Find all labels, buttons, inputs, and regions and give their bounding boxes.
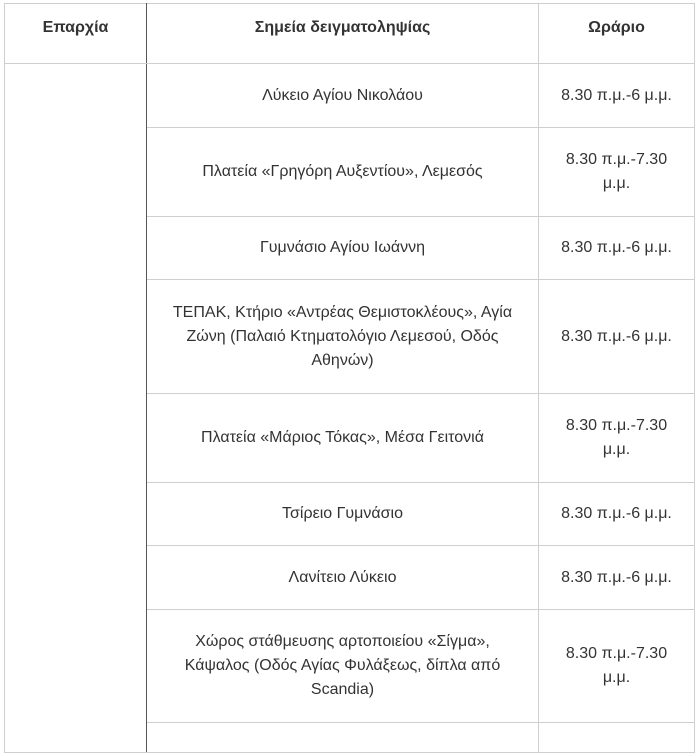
table-row — [5, 64, 695, 128]
sampling-points-table — [4, 3, 695, 753]
location-cell: Λανίτειο Λύκειο — [147, 546, 539, 610]
hours-cell: 8.30 π.μ.-7.30 μ.μ. — [539, 394, 695, 483]
location-cell: ΤΕΠΑΚ, Κτήριο «Αντρέας Θεμιστοκλέους», Αγία Ζώνη (Παλαιό Κτηματολόγιο Λεμεσού, Οδός Αθηνών) — [147, 280, 539, 394]
hours-cell: 8.30 π.μ.-6 μ.μ. — [539, 483, 695, 546]
location-cell: Τσίρειο Γυμνάσιο — [147, 483, 539, 546]
location-cell: Πλατεία «Μάριος Τόκας», Μέσα Γειτονιά — [147, 394, 539, 483]
header-hours: Ωράριο — [539, 4, 695, 64]
location-cell: Γυμνάσιο Αγίου Ιωάννη — [147, 217, 539, 280]
hours-cell: 8.30 π.μ.-6 μ.μ. — [539, 546, 695, 610]
location-cell: Λύκειο Αγίου Νικολάου — [147, 64, 539, 128]
region-cell — [5, 64, 147, 753]
hours-cell: 8.30 π.μ.-7.30 μ.μ. — [539, 610, 695, 723]
location-cell: Χώρος στάθμευσης αρτοποιείου «Σίγμα», Κάψαλος (Οδός Αγίας Φυλάξεως, δίπλα από Scandia) — [147, 610, 539, 723]
table-header-row — [5, 4, 695, 64]
hours-cell — [539, 723, 695, 753]
header-location: Σημεία δειγματοληψίας — [147, 4, 539, 64]
location-cell: Πλατεία «Γρηγόρη Αυξεντίου», Λεμεσός — [147, 128, 539, 217]
hours-cell: 8.30 π.μ.-6 μ.μ. — [539, 64, 695, 128]
location-cell — [147, 723, 539, 753]
header-region: Επαρχία — [5, 4, 147, 64]
hours-cell: 8.30 π.μ.-6 μ.μ. — [539, 280, 695, 394]
hours-cell: 8.30 π.μ.-7.30 μ.μ. — [539, 128, 695, 217]
hours-cell: 8.30 π.μ.-6 μ.μ. — [539, 217, 695, 280]
